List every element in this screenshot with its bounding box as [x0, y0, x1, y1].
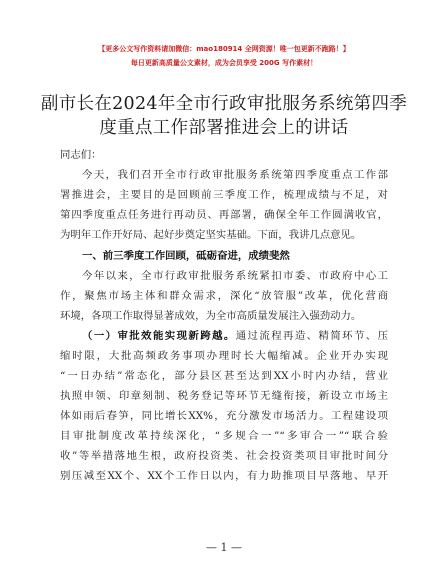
subsection-heading: （一）审批效能实现新跨越。 [82, 330, 236, 342]
paragraph-line: 今天，我们召开全市行政审批服务系统第四季度重点工作部 [82, 169, 388, 181]
paragraph-line: 执照申领、印章刻制、税务登记等环节无缝衔接，新设立市场主 [60, 390, 388, 402]
paragraph-line: 署推进会，主要目的是回顾前三季度工作，梳理成绩与不足，对 [60, 189, 388, 201]
document-title-line1: 副市长在2024年全市行政审批服务系统第四季 [40, 94, 408, 114]
paragraph-line: 环境，各项工作取得显著成效，为全市高质量发展注入强劲动力。 [60, 310, 362, 322]
paragraph-line: 为明年工作开好局、起好步奠定坚实基础。下面，我讲几点意见。 [60, 229, 362, 241]
promo-banner-line2: 每日更新高质量公文素材，成为会员享受 200G 写作素材！ [130, 59, 318, 67]
paragraph-line: 今年以来，全市行政审批服务系统紧扣市委、市政府中心工 [82, 270, 388, 282]
salutation: 同志们： [60, 149, 102, 161]
document-title-line2: 度重点工作部署推进会上的讲话 [99, 118, 349, 138]
paragraph-line: 作，聚焦市场主体和群众需求，深化“放管服”改革，优化营商 [60, 290, 388, 302]
paragraph-line: 目审批制度改革持续深化，“多规合一”“多审合一”“联合验 [60, 430, 388, 442]
page-number: — 1 — [206, 541, 242, 554]
paragraph-line: 别压减至XX个、XX个工作日以内，有力助推项目早落地、早开 [60, 470, 388, 482]
section-heading: 一、前三季度工作回顾，砥砺奋进，成绩斐然 [82, 250, 290, 262]
subsection-text: 通过流程再造、精简环节、压 [235, 330, 388, 342]
paragraph-line: “一日办结”常态化，部分县区甚至达到XX小时内办结，营业 [60, 370, 388, 382]
paragraph-line: 收”等举措落地生根，政府投资类、社会投资类项目审批时间分 [60, 450, 388, 462]
subsection-first-line [82, 329, 388, 343]
paragraph-line: 体如雨后春笋，同比增长XX%，充分激发市场活力。工程建设项 [60, 410, 388, 422]
paragraph-line: 第四季度重点任务进行再动员、再部署，确保全年工作圆满收官， [60, 209, 388, 221]
paragraph-line: 缩时限，大批高频政务事项办理时长大幅缩减。企业开办实现 [60, 350, 388, 362]
promo-banner-line1: 【更多公文写作资料请加微信：mao180914 全网资源！唯一包更新不跑路！】 [98, 45, 350, 53]
